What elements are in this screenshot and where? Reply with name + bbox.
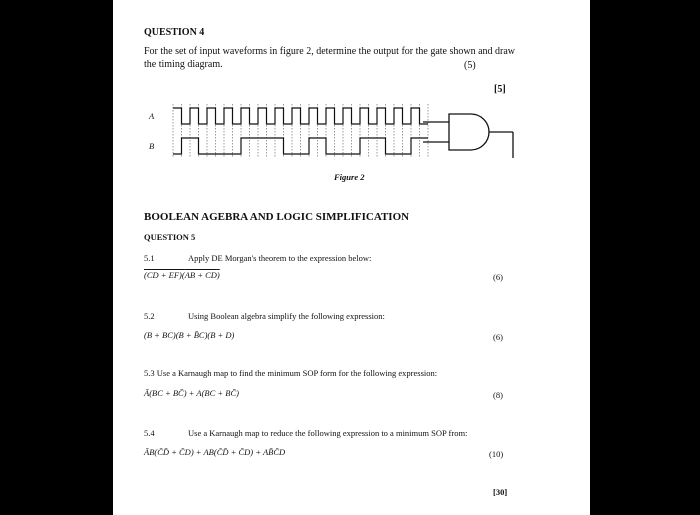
figure-caption: Figure 2 [334, 172, 365, 182]
question-5-heading: QUESTION 5 [144, 232, 196, 242]
q5-1-expr-part-b: AB + CD [184, 270, 217, 280]
question-4-marks-inline: (5) [464, 60, 476, 71]
q5-1-instruction: Apply DE Morgan's theorem to the expression below: [188, 253, 372, 263]
question-4-prompt-line1: For the set of input waveforms in figure 2, determine the output for the gate shown and draw [144, 46, 516, 57]
question-4-marks-total: [5] [494, 84, 506, 95]
question-4-prompt-line2: the timing diagram. [144, 59, 223, 70]
q5-1-expr-part-a: CD + EF [146, 270, 180, 280]
q5-2-instruction: Using Boolean algebra simplify the following expression: [188, 311, 385, 321]
section-heading: BOOLEAN AGEBRA AND LOGIC SIMPLIFICATION [144, 211, 410, 223]
and-gate-symbol [423, 114, 513, 158]
q5-1-marks: (6) [493, 272, 503, 282]
q5-2-expression: (B + BC)(B + B̄C)(B + D) [144, 330, 235, 340]
and-gate-body [449, 114, 489, 150]
q5-3-instruction: 5.3 Use a Karnaugh map to find the minimum SOP form for the following expression: [144, 368, 438, 378]
question-paper-page [113, 0, 590, 515]
waveform-label-a: A [149, 111, 155, 121]
waveform-a [173, 108, 428, 124]
q5-3-marks: (8) [493, 390, 503, 400]
q5-4-instruction: Use a Karnaugh map to reduce the following expression to a minimum SOP from: [188, 428, 468, 438]
q5-2-marks: (6) [493, 332, 503, 342]
q5-1-number: 5.1 [144, 253, 155, 263]
q5-4-number: 5.4 [144, 428, 155, 438]
q5-4-expression: ĀB(C̄D̄ + C̄D) + AB(C̄D̄ + C̄D) + AB̄C̄D [144, 447, 286, 457]
question-5-total-marks: [30] [493, 487, 508, 497]
question-4-heading: QUESTION 4 [144, 27, 205, 38]
q5-2-number: 5.2 [144, 311, 155, 321]
q5-3-expression: Ā(BC + BC̄) + A(BC + BC̄) [144, 388, 239, 398]
q5-4-marks: (10) [489, 449, 504, 459]
q5-1-expression: (CD + EF)(AB + CD) [144, 270, 220, 280]
waveform-label-b: B [149, 141, 155, 151]
